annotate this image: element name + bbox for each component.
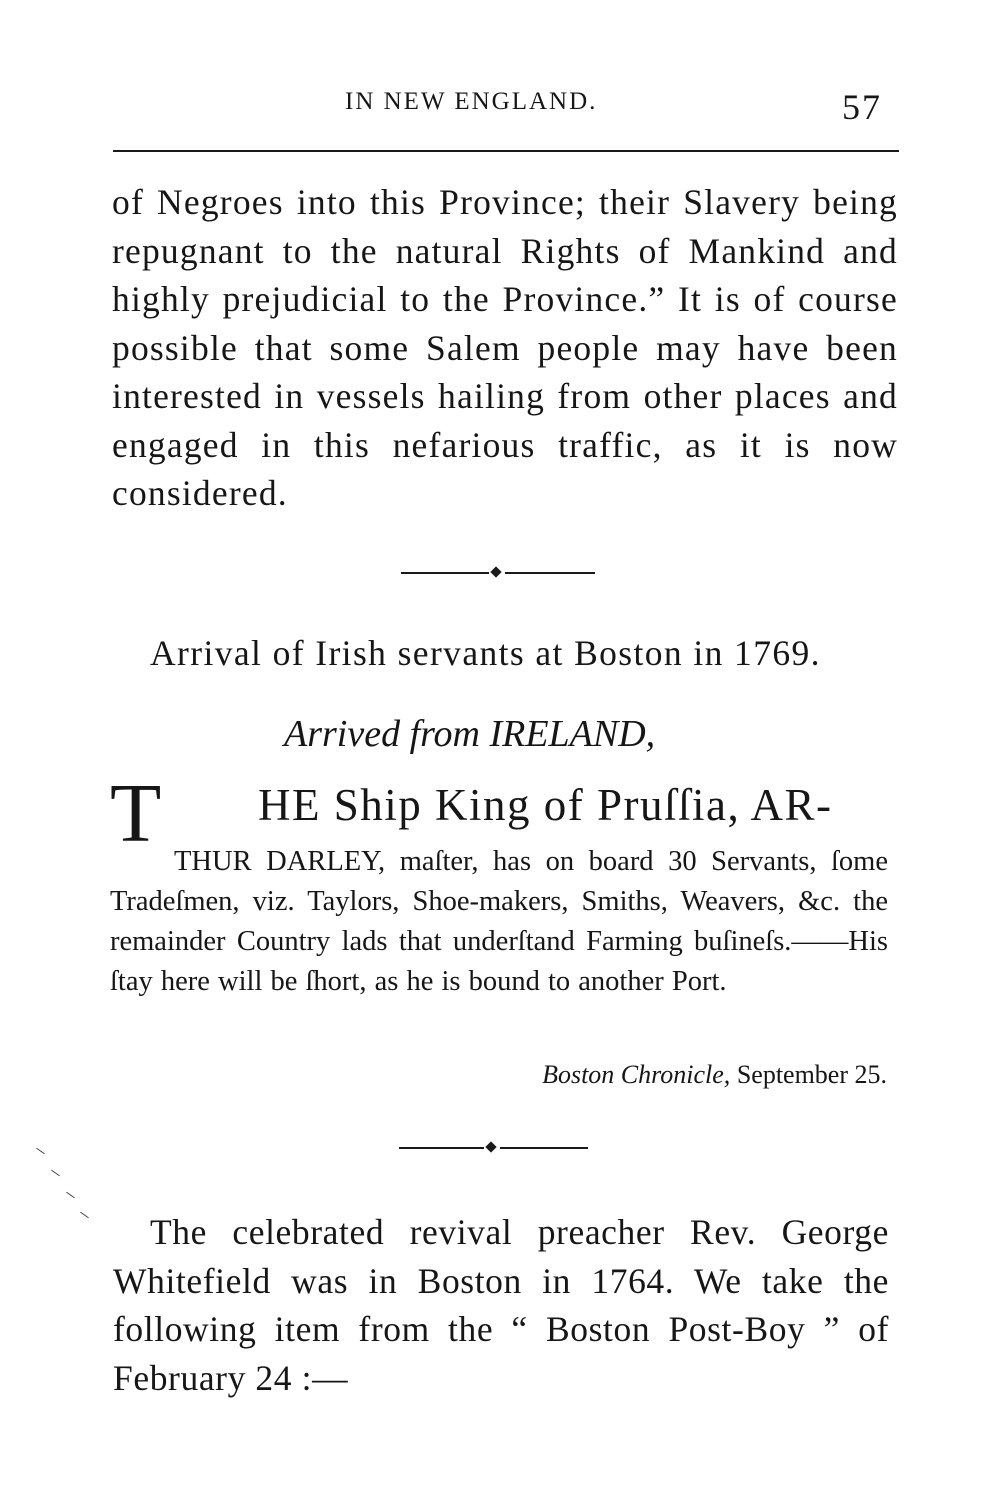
divider-line-left [399, 1147, 484, 1149]
paragraph-slavery: of Negroes into this Province; their Slavery being repugnant to the natural Rights of Mankind and highly prejudicial to the Province.” It is of course possible that some Salem people may have been interested in vessels hailing from other places and engaged in this nefarious traffic, as it is now considered. [112, 182, 898, 513]
section-divider [401, 563, 595, 583]
divider-line-right [500, 1147, 588, 1149]
citation-date: September 25. [736, 1060, 887, 1089]
divider-line-left [401, 572, 489, 574]
citation-source: Boston Chronicle, [542, 1060, 731, 1089]
section-heading: Arrival of Irish servants at Boston in 1769. [150, 633, 821, 673]
scan-speck [36, 1148, 45, 1155]
running-head: IN NEW ENGLAND. [345, 88, 598, 115]
scan-speck [51, 1170, 60, 1177]
notice-first-line: HE Ship King of Pruſſia, AR- [258, 780, 833, 830]
ship-notice [110, 767, 888, 1050]
divider-line-right [505, 572, 595, 574]
notice-heading: Arrived from IRELAND, [284, 713, 656, 755]
paragraph-whitefield: The celebrated revival preacher Rev. George Whitefield was in Boston in 1764. We take the following item from the “ Boston Post-Boy ” of February 24 :— [113, 1212, 889, 1398]
header-rule [113, 150, 899, 152]
scan-speck [80, 1212, 89, 1219]
drop-cap: T [110, 767, 162, 860]
divider-ornament [490, 566, 501, 577]
citation [542, 1060, 887, 1090]
divider-ornament [485, 1141, 496, 1152]
section-divider [399, 1138, 588, 1158]
page-number: 57 [842, 87, 882, 127]
scan-speck [66, 1192, 75, 1199]
notice-body: THUR DARLEY, maſter, has on board 30 Servants, ſome Tradeſmen, viz. Taylors, Shoe-makers, Smiths, Weavers, &c. the remainder Country lads that underſtand Farming buſineſs.——His ſtay here will be ſhort, as he is bound to another Port. [110, 846, 888, 997]
